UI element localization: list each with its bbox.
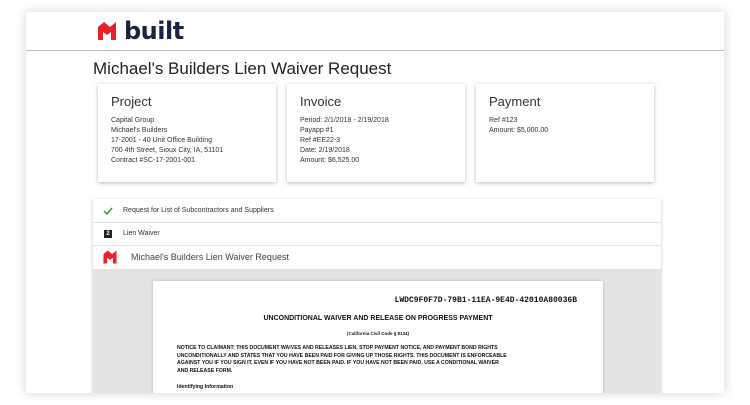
invoice-card — [287, 84, 465, 182]
step-row-lien-waiver[interactable] — [93, 222, 661, 246]
step-label: Request for List of Subcontractors and Suppliers — [123, 207, 274, 214]
project-line: Contract #SC-17-2001-001 — [111, 157, 196, 164]
payment-card-title: Payment — [489, 94, 541, 109]
project-line: Michael's Builders — [111, 127, 168, 134]
step-number-icon: 2 — [104, 230, 112, 238]
document-heading: UNCONDITIONAL WAIVER AND RELEASE ON PROGRESS PAYMENT — [263, 315, 493, 322]
top-bar — [26, 12, 724, 51]
project-details — [111, 116, 223, 166]
payment-details — [489, 116, 548, 136]
invoice-line: Date: 2/19/2018 — [300, 147, 350, 154]
notice-to-claimant — [177, 345, 582, 375]
step-label: Lien Waiver — [123, 230, 160, 237]
notice-line: NOTICE TO CLAIMANT: THIS DOCUMENT WAIVES AND RELEASES LIEN, STOP PAYMENT NOTICE, AND PAYMENT BOND RIGHTS — [177, 345, 498, 351]
built-logo[interactable] — [96, 17, 184, 45]
project-card — [98, 84, 276, 182]
invoice-line: Payapp #1 — [300, 127, 334, 134]
section-title: Identifying Information — [177, 384, 234, 390]
brand-name: built — [124, 17, 184, 45]
notice-line: AND RELEASE FORM. — [177, 367, 233, 374]
waiver-document — [153, 281, 603, 393]
payment-card — [476, 84, 654, 182]
notice-line: UNCONDITIONALLY AND STATES THAT YOU HAVE BEEN PAID FOR GIVING UP THOSE RIGHTS. THIS DOCUMENT IS ENFORCEABLE — [177, 352, 507, 359]
built-logo-mark-icon — [102, 249, 118, 265]
project-line: 17-2001 - 40 Unit Office Building — [111, 137, 213, 144]
project-line: Capital Group — [111, 117, 155, 124]
app-window — [26, 12, 724, 393]
built-logo-mark-icon — [96, 20, 118, 42]
project-line: 700 4th Street, Sioux City, IA, 51101 — [111, 147, 224, 154]
invoice-details — [300, 116, 389, 166]
step-row-subcontractor-list[interactable] — [93, 199, 661, 223]
document-viewer[interactable] — [93, 269, 661, 393]
document-code: LWDC9F0F7D-79B1-11EA-9E4D-42010A80036B — [394, 296, 577, 305]
document-title: Michael's Builders Lien Waiver Request — [131, 252, 289, 262]
invoice-card-title: Invoice — [300, 94, 342, 109]
project-card-title: Project — [111, 94, 152, 109]
notice-line: AGAINST YOU IF YOU SIGN IT, EVEN IF YOU HAVE NOT BEEN PAID. IF YOU HAVE NOT BEEN PAID, USE A CONDITIONAL WAIVER — [177, 360, 499, 366]
payment-line: Ref #123 — [489, 117, 518, 124]
page-title: Michael's Builders Lien Waiver Request — [93, 59, 392, 78]
payment-line: Amount: $5,000.00 — [489, 127, 549, 134]
invoice-line: Period: 2/1/2018 - 2/19/2018 — [300, 117, 389, 124]
check-icon — [103, 207, 113, 215]
invoice-line: Amount: $6,525.00 — [300, 157, 360, 164]
waiver-steps-panel — [93, 199, 661, 393]
invoice-line: Ref #EE22-3 — [300, 137, 341, 144]
document-subheading: (California Civil Code § 8134) — [346, 331, 410, 336]
document-header — [93, 245, 661, 270]
